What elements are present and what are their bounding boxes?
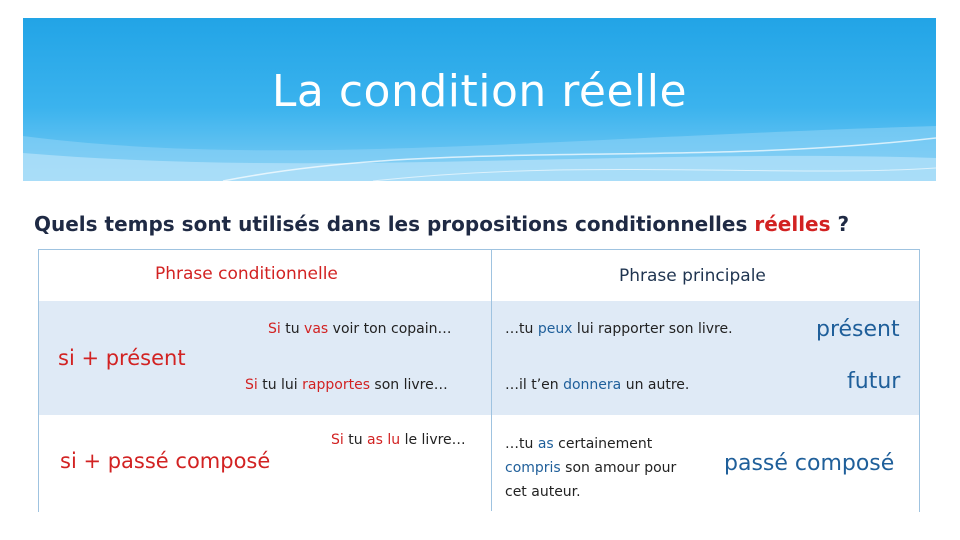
page-title: La condition réelle: [271, 66, 688, 117]
tense-futur: futur: [847, 369, 901, 394]
rule-si-present: si + présent: [58, 346, 186, 370]
question-text: [34, 212, 849, 236]
example2-conditional: Si tu lui rapportes son livre…: [245, 377, 448, 393]
example3-main-line3: cet auteur.: [505, 484, 581, 500]
tense-table: [38, 249, 920, 512]
question-highlight: réelles: [754, 212, 831, 236]
column-divider: [491, 250, 492, 511]
example3-main-line2: compris son amour pour: [505, 460, 677, 476]
header-conditional: Phrase conditionnelle: [155, 264, 338, 284]
rule-si-passe-compose: si + passé composé: [60, 449, 271, 473]
title-banner: [23, 18, 936, 181]
example1-main: …tu peux lui rapporter son livre.: [505, 321, 733, 337]
example2-main: …il t’en donnera un autre.: [505, 377, 690, 393]
tense-passe-compose: passé composé: [724, 451, 895, 476]
question-after: ?: [830, 212, 850, 236]
example3-main-line1: …tu as certainement: [505, 436, 653, 452]
example1-conditional: Si tu vas voir ton copain…: [268, 321, 452, 337]
tense-present: présent: [816, 317, 900, 342]
example3-conditional: Si tu as lu le livre…: [331, 432, 466, 448]
header-main: Phrase principale: [619, 266, 766, 286]
question-before: Quels temps sont utilisés dans les propositions conditionnelles: [34, 212, 755, 236]
example3-main: [505, 432, 676, 504]
